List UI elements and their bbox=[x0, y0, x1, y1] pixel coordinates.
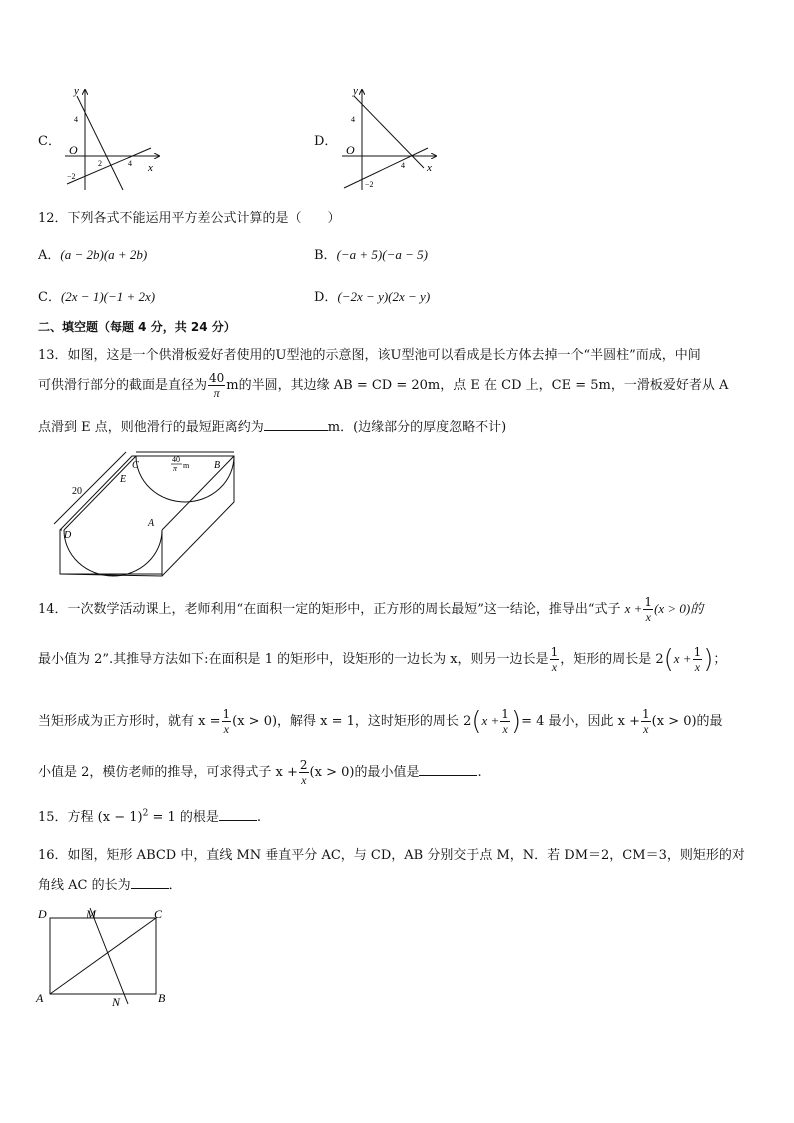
x-label: x bbox=[427, 162, 432, 174]
q14-line4: 小值是 2，模仿老师的推导，可求得式子 x + $\frac{2}{x}$ (x > 0)的最小值是 . bbox=[38, 758, 482, 787]
label-B: B bbox=[214, 460, 221, 471]
label-E: E bbox=[120, 474, 127, 485]
origin-label: O bbox=[346, 143, 355, 157]
q13-line2: 可供滑行部分的截面是直径为 $\frac{40}{\pi}$ m的半圆，其边缘 AB = CD = 20m，点 E 在 CD 上，CE = 5m，一滑板爱好者从 A bbox=[38, 371, 729, 400]
q16-line2: 角线 AC 的长为 ． bbox=[38, 878, 182, 893]
tick-4-y: 4 bbox=[74, 115, 78, 124]
dia-den: π bbox=[173, 464, 178, 473]
x-label: x bbox=[148, 162, 153, 174]
q15: 15．方程 $(x - 1)^2 = 1$ 的根是 . bbox=[38, 808, 262, 825]
q11-option-c-label: C． bbox=[38, 134, 61, 149]
y-label: y bbox=[353, 85, 358, 97]
line-2 bbox=[344, 148, 428, 188]
label-20: 20 bbox=[72, 486, 82, 497]
q12-option-d[interactable]: D．(−2x − y)(2x − y) bbox=[314, 289, 431, 305]
tick-2-x: 2 bbox=[98, 159, 102, 168]
q11-graph-c bbox=[55, 82, 165, 194]
q14-line2: 最小值为 2”.其推导方法如下:在面积是 1 的矩形中，设矩形的一边长为 x，则另一边长是 $\frac{1}{x}$ ，矩形的周长是 2(x + $\frac{1}{x}$ )； bbox=[38, 644, 727, 675]
label-N: N bbox=[112, 995, 121, 1009]
q13-figure bbox=[40, 448, 240, 580]
label-M: M bbox=[86, 907, 96, 921]
q12-stem: 12．下列各式不能运用平方差公式计算的是（ ） bbox=[38, 211, 341, 226]
label-D: D bbox=[64, 530, 72, 541]
label-C: C bbox=[154, 907, 163, 921]
line-2 bbox=[67, 148, 151, 184]
section-title: 二、填空题（每题 4 分，共 24 分） bbox=[38, 320, 236, 334]
tick-4-x: 4 bbox=[128, 159, 132, 168]
line-1 bbox=[354, 96, 424, 168]
q13-line1: 13．如图，这是一个供滑板爱好者使用的U型池的示意图，该U型池可以看成是长方体去掉一个“半圆柱”而成，中间 bbox=[38, 348, 701, 363]
q14-line1: 14．一次数学活动课上，老师利用“在面积一定的矩形中，正方形的周长最短”这一结论，推导出“式子 x + $\frac{1}{x}$ (x > 0)的 bbox=[38, 595, 704, 624]
label-A: A bbox=[148, 518, 155, 529]
q12-option-c[interactable]: C．(2x − 1)(−1 + 2x) bbox=[38, 289, 156, 305]
line-1 bbox=[77, 96, 123, 190]
dia-num: 40 bbox=[172, 455, 180, 464]
q13-line3: 点滑到 E 点，则他滑行的最短距离约为 m．(边缘部分的厚度忽略不计) bbox=[38, 420, 507, 435]
tick-neg2-y: −2 bbox=[67, 172, 76, 181]
label-D: D bbox=[38, 907, 47, 921]
q14-answer-blank[interactable] bbox=[419, 763, 477, 776]
y-label: y bbox=[74, 85, 79, 97]
outer-frame bbox=[60, 456, 234, 576]
tick-4-y: 4 bbox=[351, 115, 355, 124]
dim-line-20 bbox=[54, 452, 126, 524]
label-C: C bbox=[132, 460, 139, 471]
tick-neg2-y: −2 bbox=[365, 180, 374, 189]
q14-line3: 当矩形成为正方形时，就有 x = $\frac{1}{x}$ (x > 0)，解得 x = 1，这时矩形的周长 2(x + $\frac{1}{x}$ )= 4 最小，因此 x + $\frac{1}{x}$ (x > 0)的最 bbox=[38, 706, 723, 737]
q16-line1: 16．如图，矩形 ABCD 中，直线 MN 垂直平分 AC，与 CD，AB 分别交于点 M，N．若 DM＝2，CM＝3，则矩形的对 bbox=[38, 848, 745, 863]
tick-4-x: 4 bbox=[401, 161, 405, 170]
q11-graph-d bbox=[332, 82, 442, 194]
q11-option-d-label: D． bbox=[314, 134, 338, 149]
q16-answer-blank[interactable] bbox=[131, 876, 169, 889]
origin-label: O bbox=[69, 143, 78, 157]
dia-unit: m bbox=[183, 461, 190, 470]
diagonal-AC bbox=[50, 918, 156, 994]
q12-option-a[interactable]: A．(a − 2b)(a + 2b) bbox=[38, 247, 148, 263]
front-semicircle bbox=[64, 530, 162, 576]
q12-option-b[interactable]: B．(−a + 5)(−a − 5) bbox=[314, 247, 428, 263]
q16-figure bbox=[34, 904, 184, 1010]
q13-answer-blank[interactable] bbox=[264, 418, 328, 431]
line-MN bbox=[90, 908, 128, 1004]
q15-answer-blank[interactable] bbox=[219, 808, 257, 821]
label-A: A bbox=[36, 991, 44, 1005]
label-B: B bbox=[158, 991, 166, 1005]
